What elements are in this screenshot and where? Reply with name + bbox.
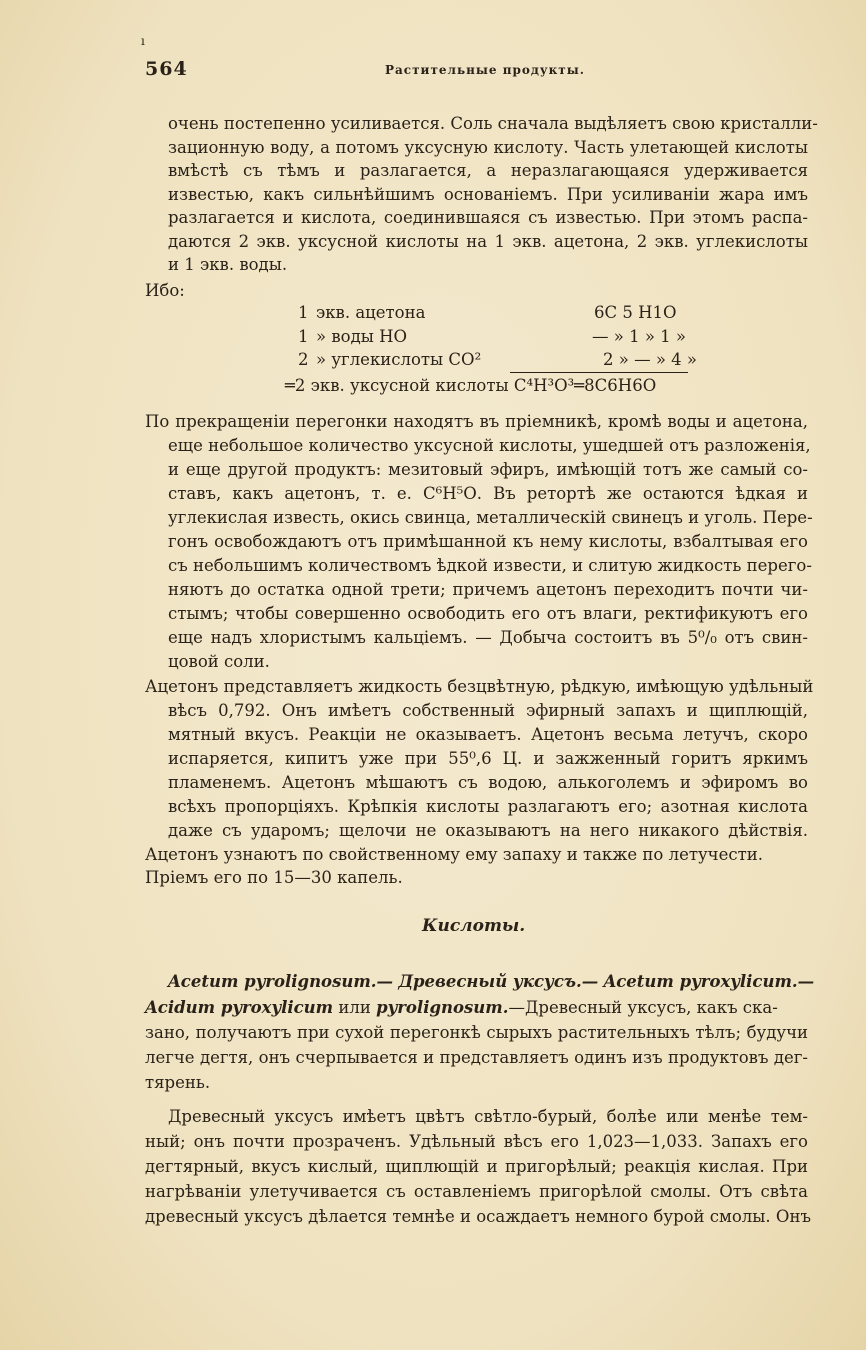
para3-line-5: всѣхъ пропорціяхъ. Крѣпкія кислоты разлагаютъ его; азотная кислота bbox=[168, 797, 808, 816]
para6-line-2: ный; онъ почти прозраченъ. Удѣльный вѣсъ его 1,023—1,033. Запахъ его bbox=[145, 1132, 808, 1151]
para5-line-1 bbox=[168, 970, 815, 994]
para6-line-5: древесный уксусъ дѣлается темнѣе и осаждаетъ немного бурой смолы. Онъ bbox=[145, 1207, 811, 1226]
formula-row-3-comp: 2 » — » 4 » bbox=[603, 350, 698, 369]
para2-line-8: стымъ; чтобы совершенно освободить его отъ влаги, ректификуютъ его bbox=[168, 604, 808, 623]
para5-line-3: зано, получаютъ при сухой перегонкѣ сырыхъ растительныхъ тѣлъ; будучи bbox=[145, 1023, 808, 1042]
formula-row-2-desc: » воды НО bbox=[316, 327, 408, 346]
para5-line-2 bbox=[145, 996, 808, 1020]
para3-line-6: даже съ ударомъ; щелочи не оказываютъ на него никакого дѣйствія. bbox=[168, 821, 808, 840]
para3-line-3: испаряется, кипитъ уже при 55⁰,6 Ц. и зажженный горитъ яркимъ bbox=[168, 749, 808, 768]
page-header bbox=[145, 58, 805, 88]
para2-line-3: ставъ, какъ ацетонъ, т. е. С⁶Н⁵О. Въ ретортѣ же остаются ѣдкая и bbox=[168, 484, 808, 503]
russian-term-1: Древесный уксусъ.— bbox=[398, 972, 599, 991]
para5-line-4: легче дегтя, онъ счерпывается и представляетъ одинъ изъ продуктовъ дег- bbox=[145, 1048, 808, 1067]
formula-row-2-comp: — » 1 » 1 » bbox=[592, 327, 687, 346]
latin-term-1: Acetum pyrolignosum.— bbox=[168, 972, 394, 991]
para1-last-line: и 1 экв. воды. bbox=[168, 255, 288, 274]
para2-line-1: еще небольшое количество уксусной кислоты, ушедшей отъ разложенія, bbox=[168, 436, 811, 455]
formula-row-1-num: 1 bbox=[298, 303, 309, 322]
para2-line-5: гонъ освобождаютъ отъ примѣшанной къ нему кислоты, взбалтывая его bbox=[168, 532, 808, 551]
para4-line-1: Ацетонъ узнаютъ по свойственному ему запаху и также по летучести. bbox=[145, 845, 763, 864]
para2-line-4: углекислая известь, окись свинца, металлическій свинецъ и уголь. Пере- bbox=[168, 508, 813, 527]
para1-line-4: известью, какъ сильнѣйшимъ основаніемъ. При усиливаніи жара имъ bbox=[168, 184, 808, 204]
formula-total: ═2 экв. уксусной кислоты С⁴Н³О³═8С6Н6О bbox=[285, 376, 657, 395]
formula-row-2-num: 1 bbox=[298, 327, 309, 346]
formula-row-1-comp: 6С 5 Н1О bbox=[594, 303, 677, 322]
para6-line-1: Древесный уксусъ имѣетъ цвѣтъ свѣтло-бурый, болѣе или менѣе тем- bbox=[168, 1107, 808, 1126]
latin-term-3: Acidum pyroxylicum bbox=[145, 998, 334, 1017]
formula-row-3-desc: » углекислоты СО² bbox=[316, 350, 482, 369]
para1-line-1: очень постепенно усиливается. Соль сначала выдѣляетъ свою кристалли- bbox=[168, 114, 818, 133]
para1-line-2: зационную воду, а потомъ уксусную кислоту. Часть улетающей кислоты bbox=[168, 137, 808, 157]
para2-first-line: По прекращеніи перегонки находятъ въ пріемникѣ, кромѣ воды и ацетона, bbox=[145, 412, 808, 431]
para5-line-2-rest: —Древесный уксусъ, какъ ска- bbox=[508, 998, 778, 1017]
para2-line-2: и еще другой продуктъ: мезитовый эфиръ, имѣющій тотъ же самый со- bbox=[168, 460, 808, 479]
para4-line-2: Пріемъ его по 15—30 капель. bbox=[145, 868, 403, 887]
para5-last-line: тярень. bbox=[145, 1073, 211, 1092]
para1-line-3: вмѣстѣ съ тѣмъ и разлагается, а неразлагающаяся удерживается bbox=[168, 161, 808, 180]
para6-line-3: дегтярный, вкусъ кислый, щиплющій и пригорѣлый; реакція кислая. При bbox=[145, 1157, 808, 1176]
para3-line-2: мятный вкусъ. Реакціи не оказываетъ. Ацетонъ весьма летучъ, скоро bbox=[168, 725, 808, 744]
conjunction: или bbox=[333, 998, 377, 1017]
para2-line-7: няютъ до остатка одной трети; причемъ ацетонъ переходитъ почти чи- bbox=[168, 580, 808, 599]
top-mark: ı bbox=[141, 34, 145, 48]
para2-last-line: цовой соли. bbox=[168, 652, 270, 671]
para3-line-4: пламенемъ. Ацетонъ мѣшаютъ съ водою, алькоголемъ и эфиромъ во bbox=[168, 773, 808, 792]
para6-line-4: нагрѣваніи улетучивается съ оставленіемъ пригорѣлой смолы. Отъ свѣта bbox=[145, 1182, 808, 1201]
para2-line-9: еще надъ хлористымъ кальціемъ. — Добыча состоитъ въ 5⁰/₀ отъ свин- bbox=[168, 628, 808, 647]
formula-row-1-desc: экв. ацетона bbox=[316, 303, 426, 322]
section-heading: Кислоты. bbox=[422, 916, 526, 936]
latin-term-4: pyrolignosum. bbox=[376, 998, 509, 1017]
para1-line-6: даются 2 экв. уксусной кислоты на 1 экв. ацетона, 2 экв. углекислоты bbox=[168, 231, 808, 251]
formula-underline bbox=[510, 372, 688, 373]
latin-term-2: Acetum pyroxylicum.— bbox=[603, 972, 815, 991]
formula-row-3-num: 2 bbox=[298, 350, 309, 369]
para1-line-5: разлагается и кислота, соединившаяся съ известью. При этомъ распа- bbox=[168, 208, 808, 227]
para2-line-6: съ небольшимъ количествомъ ѣдкой извести, и слитую жидкость перего- bbox=[168, 556, 812, 575]
running-title: Растительные продукты. bbox=[385, 63, 585, 77]
page-number: 564 bbox=[145, 58, 188, 80]
formula-intro: Ибо: bbox=[145, 281, 185, 300]
para3-first-line: Ацетонъ представляетъ жидкость безцвѣтную, рѣдкую, имѣющую удѣльный bbox=[145, 677, 814, 696]
para3-line-1: вѣсъ 0,792. Онъ имѣетъ собственный эфирный запахъ и щиплющій, bbox=[168, 701, 808, 720]
